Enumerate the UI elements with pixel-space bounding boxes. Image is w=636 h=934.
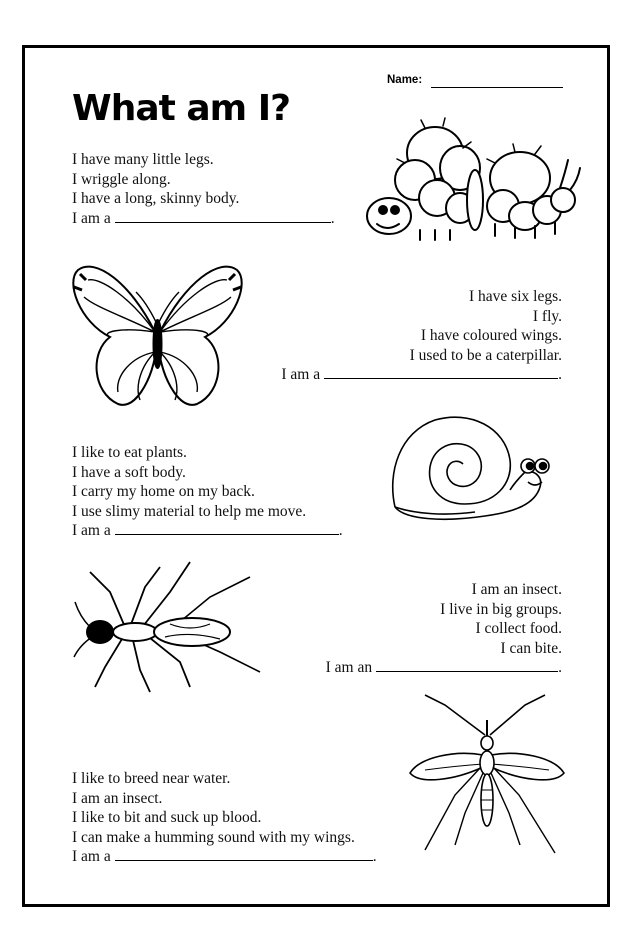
clue: I carry my home on my back. — [72, 483, 255, 501]
riddle-butterfly — [281, 287, 562, 385]
butterfly-icon — [70, 262, 245, 410]
answer-line — [72, 521, 343, 541]
clue: I have coloured wings. — [420, 327, 562, 345]
name-blank[interactable] — [431, 87, 563, 88]
answer-blank[interactable] — [115, 848, 373, 861]
answer-blank[interactable] — [376, 659, 558, 672]
clue: I like to breed near water. — [72, 770, 231, 787]
riddle-snail — [72, 443, 343, 541]
answer-prefix: I am a — [72, 209, 111, 227]
clue: I have many little legs. — [72, 151, 214, 168]
answer-line — [326, 658, 562, 678]
answer-prefix: I am a — [72, 848, 111, 866]
answer-end: . — [338, 522, 343, 540]
clue: I use slimy material to help me move. — [72, 502, 307, 520]
clue: I am an insect. — [471, 581, 562, 598]
riddle-mosquito — [72, 769, 377, 867]
clue: I like to eat plants. — [72, 444, 187, 461]
clue: I like to bit and suck up blood. — [72, 809, 262, 827]
riddle-caterpillar — [72, 150, 335, 228]
clue: I have six legs. — [469, 288, 562, 305]
answer-end: . — [372, 848, 377, 866]
name-row — [387, 74, 567, 90]
clue: I am an insect. — [72, 789, 163, 807]
name-label: Name: — [387, 74, 423, 86]
clue: I live in big groups. — [440, 600, 562, 618]
answer-blank[interactable] — [324, 366, 558, 379]
answer-line — [72, 209, 335, 229]
clue: I can bite. — [500, 639, 562, 657]
answer-line — [72, 847, 377, 867]
answer-blank[interactable] — [115, 210, 331, 223]
clue: I fly. — [532, 307, 562, 325]
mosquito-icon — [405, 695, 575, 855]
answer-end: . — [558, 366, 562, 384]
clue: I can make a humming sound with my wings. — [72, 828, 355, 846]
answer-end: . — [558, 659, 562, 677]
snail-icon — [385, 412, 565, 527]
clue: I have a soft body. — [72, 463, 186, 481]
page-title: What am I? — [72, 88, 290, 129]
clue: I collect food. — [475, 620, 562, 638]
answer-line — [281, 365, 562, 385]
answer-prefix: I am an — [325, 659, 373, 677]
riddle-ant — [326, 580, 562, 678]
ant-icon — [70, 562, 265, 692]
clue: I wriggle along. — [72, 170, 171, 188]
clue: I used to be a caterpillar. — [409, 346, 562, 364]
answer-blank[interactable] — [115, 522, 339, 535]
caterpillar-icon — [365, 118, 580, 248]
clue: I have a long, skinny body. — [72, 190, 240, 208]
answer-prefix: I am a — [72, 522, 111, 540]
answer-prefix: I am a — [281, 366, 321, 384]
answer-end: . — [330, 209, 335, 227]
